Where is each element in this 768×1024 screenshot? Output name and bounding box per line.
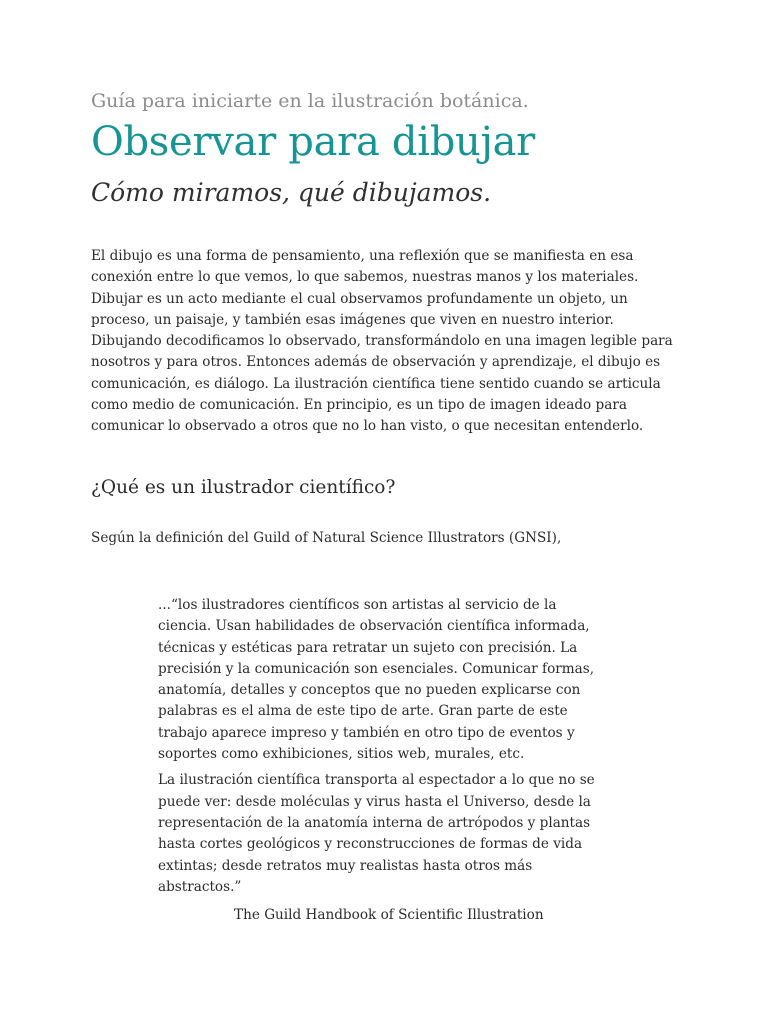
page-title: Observar para dibujar (91, 119, 535, 165)
section-heading: ¿Qué es un ilustrador científico? (91, 477, 396, 498)
quote-paragraph-1: ...“los ilustradores científicos son artistas al servicio de la ciencia. Usan habilidades de observación científica informada, técnicas y estéticas para retratar un sujeto con precisión. La precisión y la comunicación son esenciales. Comunicar formas, anatomía, detalles y conceptos que no pueden explicarse con palabras es el alma de este tipo de arte. Gran parte de este trabajo aparece impreso y también en otro tipo de eventos y soportes como exhibiciones, sitios web, murales, etc. (158, 597, 595, 763)
guide-kicker: Guía para iniciarte en la ilustración botánica. (91, 90, 529, 112)
quote-paragraph-2: La ilustración científica transporta al espectador a lo que no se puede ver: desde moléculas y virus hasta el Universo, desde la representación de la anatomía interna de artrópodos y plantas hasta cortes geológicos y reconstrucciones de formas de vida extintas; desde retratos muy realistas hasta otros más abstractos.” (158, 772, 595, 895)
gnsi-quote (158, 595, 613, 903)
quote-source: The Guild Handbook of Scientific Illustration (234, 907, 544, 923)
page-subtitle: Cómo miramos, qué dibujamos. (91, 178, 492, 207)
definition-lead: Según la definición del Guild of Natural Science Illustrators (GNSI), (91, 530, 562, 546)
intro-paragraph: El dibujo es una forma de pensamiento, una reflexión que se manifiesta en esa conexión entre lo que vemos, lo que sabemos, nuestras manos y los materiales. Dibujar es un acto mediante el cual observamos profundamente un objeto, un proceso, un paisaje, y también esas imágenes que viven en nuestro interior. Dibujando decodificamos lo observado, transformándolo en una imagen legible para nosotros y para otros. Entonces además de observación y aprendizaje, el dibujo es comunicación, es diálogo. La ilustración científica tiene sentido cuando se articula como medio de comunicación. En principio, es un tipo de imagen ideado para comunicar lo observado a otros que no lo han visto, o que necesitan entenderlo. (91, 248, 673, 435)
